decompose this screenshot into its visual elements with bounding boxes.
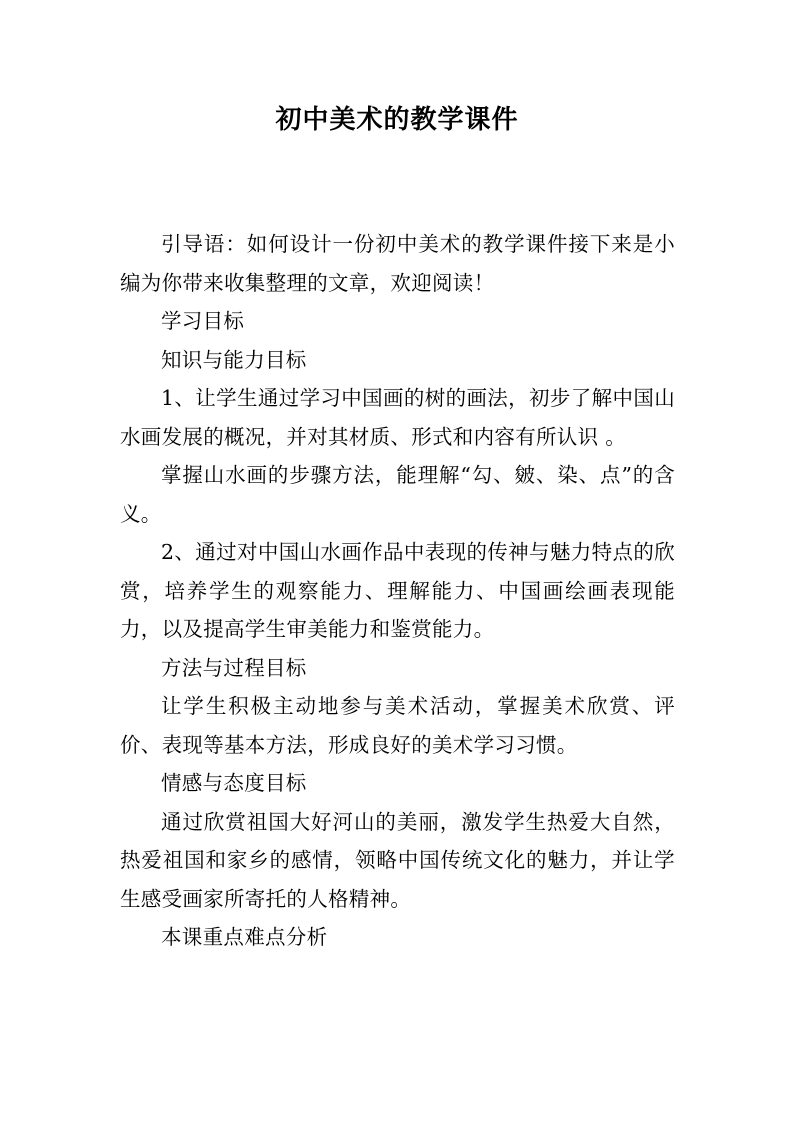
heading-key-difficulties: 本课重点难点分析 (161, 925, 328, 949)
document-body (120, 225, 675, 957)
heading-learning-goals: 学习目标 (161, 309, 245, 333)
heading-method-process: 方法与过程目标 (161, 655, 307, 680)
paragraph-method: 让学生积极主动地参与美术活动，掌握美术欣赏、评价、表现等基本方法，形成良好的美术学习习惯。 (120, 694, 675, 757)
paragraph-emotion: 通过欣赏祖国大好河山的美丽，激发学生热爱大自然，热爱祖国和家乡的感情，领略中国传统文化的魅力，并让学生感受画家所寄托的人格精神。 (120, 809, 675, 911)
heading-emotion-attitude: 情感与态度目标 (161, 771, 307, 795)
paragraph-goal-2: 2、通过对中国山水画作品中表现的传神与魅力特点的欣赏，培养学生的观察能力、理解能力、中国画绘画表现能力，以及提高学生审美能力和鉴赏能力。 (120, 540, 675, 641)
heading-knowledge-ability: 知识与能力目标 (161, 347, 307, 372)
document-title: 初中美术的教学课件 (275, 105, 519, 135)
paragraph-goal-1: 1、让学生通过学习中国画的树的画法，初步了解中国山水画发展的概况，并对其材质、形式和内容有所认识 。 (120, 386, 675, 449)
paragraph-steps: 掌握山水画的步骤方法，能理解“勾、皴、染、点”的含义。 (120, 463, 675, 526)
paragraph-intro: 引导语：如何设计一份初中美术的教学课件接下来是小编为你带来收集整理的文章，欢迎阅读！ (120, 232, 675, 295)
